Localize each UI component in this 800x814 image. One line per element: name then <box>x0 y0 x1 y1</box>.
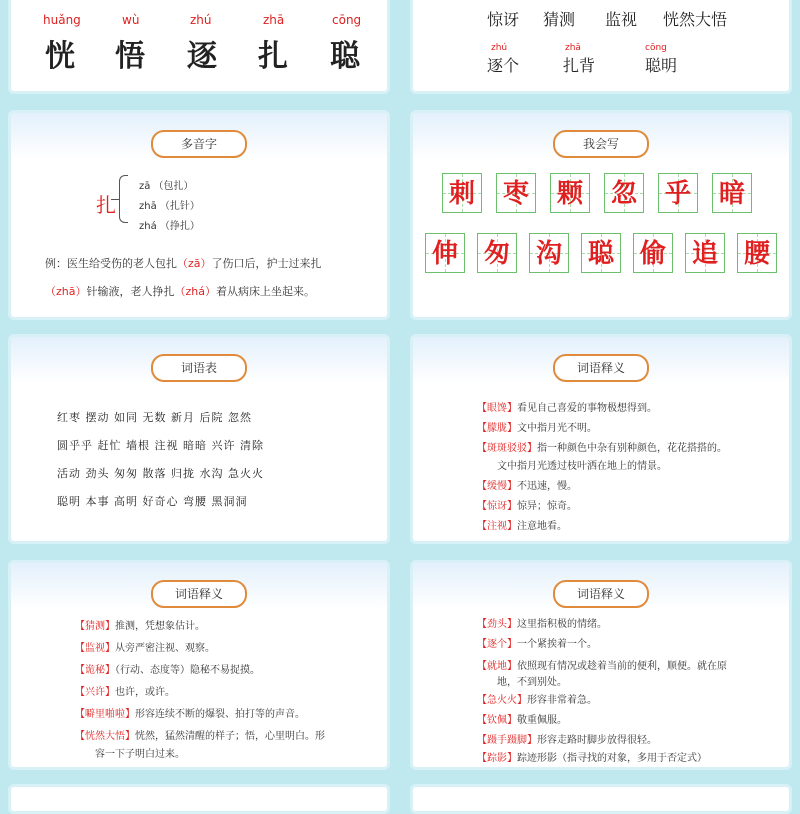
example-line-1: 例：医生给受伤的老人包扎（zā）了伤口后，护士过来扎 <box>45 257 322 270</box>
word: 逐个 <box>487 56 520 75</box>
definition-item: 【兴许】也许，或许。 <box>75 687 175 698</box>
wordlist-row: 圆乎乎 赶忙 墙根 注视 暗暗 兴许 清除 <box>57 439 264 452</box>
definition-item: 容一下子明白过来。 <box>95 749 185 760</box>
definition-item: 【惊讶】惊异；惊奇。 <box>477 501 577 512</box>
writing-box: 颗 <box>550 173 590 213</box>
pinyin: zhú <box>491 43 508 53</box>
writing-box: 聪 <box>581 233 621 273</box>
definition-item: 【恍然大悟】恍然，猛然清醒的样子；悟，心里明白。形 <box>75 731 325 742</box>
word: 猜测 <box>543 10 576 29</box>
pronunciation-option: zhá （挣扎） <box>139 221 200 232</box>
writing-box: 匆 <box>477 233 517 273</box>
definition-item: 【劲头】这里指积极的情绪。 <box>477 619 607 630</box>
polyphone-character: 扎 <box>96 193 116 217</box>
writing-box: 腰 <box>737 233 777 273</box>
slide-definitions-2 <box>8 560 390 770</box>
character: 扎 <box>258 39 290 74</box>
slide-title: 词语表 <box>151 354 247 382</box>
writing-box: 伸 <box>425 233 465 273</box>
writing-box: 沟 <box>529 233 569 273</box>
slide-partial-bottom-left <box>8 784 390 814</box>
pinyin: zhā <box>565 43 581 53</box>
writing-box: 偷 <box>633 233 673 273</box>
word: 聪明 <box>645 56 678 75</box>
definition-item: 【蹑手蹑脚】形容走路时脚步放得很轻。 <box>477 735 657 746</box>
word: 恍然大悟 <box>663 10 728 29</box>
writing-box: 枣 <box>496 173 536 213</box>
slide-title: 多音字 <box>151 130 247 158</box>
pinyin: cōng <box>332 13 362 27</box>
pinyin: huǎng <box>43 13 81 27</box>
word: 扎背 <box>563 56 596 75</box>
definition-item: 文中指月光透过枝叶洒在地上的情景。 <box>497 461 667 472</box>
slide-writing <box>410 110 792 320</box>
definition-item: 【诡秘】（行动、态度等）隐秘不易捉摸。 <box>75 665 260 676</box>
slide-words <box>410 0 792 94</box>
definition-item: 【注视】注意地看。 <box>477 521 567 532</box>
definition-item: 地，不到别处。 <box>497 677 567 688</box>
definition-item: 【眼馋】看见自己喜爱的事物极想得到。 <box>477 403 657 414</box>
writing-box: 忽 <box>604 173 644 213</box>
pronunciation-option: zā （包扎） <box>139 181 194 192</box>
slide-title: 词语释义 <box>151 580 247 608</box>
pinyin: zhā <box>263 13 285 27</box>
brace <box>119 175 128 223</box>
definition-item: 【逐个】一个紧挨着一个。 <box>477 639 597 650</box>
slide-wordlist <box>8 334 390 544</box>
writing-box: 暗 <box>712 173 752 213</box>
definition-item: 【踪影】踪迹形影（指寻找的对象，多用于否定式） <box>477 753 707 764</box>
writing-box: 乎 <box>658 173 698 213</box>
slide-definitions-1 <box>410 334 792 544</box>
character: 逐 <box>187 39 219 74</box>
wordlist-row: 红枣 摆动 如同 无数 新月 后院 忽然 <box>57 411 252 424</box>
slide-pinyin-characters <box>8 0 390 94</box>
definition-item: 【朦胧】文中指月光不明。 <box>477 423 597 434</box>
definition-item: 【猜测】推测，凭想象估计。 <box>75 621 205 632</box>
character: 悟 <box>115 39 147 74</box>
character: 聪 <box>330 39 362 74</box>
example-line-2: （zhā）针输液，老人挣扎（zhá）着从病床上坐起来。 <box>45 285 315 298</box>
wordlist-row: 聪明 本事 高明 好奇心 弯腰 黑洞洞 <box>57 495 248 508</box>
character: 恍 <box>45 39 77 74</box>
definition-item: 【斑斑驳驳】指一种颜色中杂有别种颜色，花花搭搭的。 <box>477 443 727 454</box>
slide-title: 词语释义 <box>553 580 649 608</box>
slide-polyphone <box>8 110 390 320</box>
slide-title: 词语释义 <box>553 354 649 382</box>
pinyin: cōng <box>645 43 667 53</box>
definition-item: 【监视】从旁严密注视、观察。 <box>75 643 215 654</box>
writing-box: 刺 <box>442 173 482 213</box>
writing-box: 追 <box>685 233 725 273</box>
definition-item: 【缓慢】不迅速，慢。 <box>477 481 577 492</box>
word: 惊讶 <box>487 10 520 29</box>
slide-partial-bottom-right <box>410 784 792 814</box>
definition-item: 【钦佩】敬重佩服。 <box>477 715 567 726</box>
slide-definitions-3 <box>410 560 792 770</box>
definition-item: 【噼里啪啦】形容连续不断的爆裂、拍打等的声音。 <box>75 709 305 720</box>
word: 监视 <box>605 10 638 29</box>
wordlist-row: 活动 劲头 匆匆 散落 归拢 水沟 急火火 <box>57 467 264 480</box>
slide-title: 我会写 <box>553 130 649 158</box>
pinyin: wù <box>122 13 140 27</box>
pinyin: zhú <box>190 13 212 27</box>
definition-item: 【就地】依照现有情况或趁着当前的便利，顺便。就在原 <box>477 661 727 672</box>
definition-item: 【急火火】形容非常着急。 <box>477 695 597 706</box>
pronunciation-option: zhā （扎针） <box>139 201 200 212</box>
